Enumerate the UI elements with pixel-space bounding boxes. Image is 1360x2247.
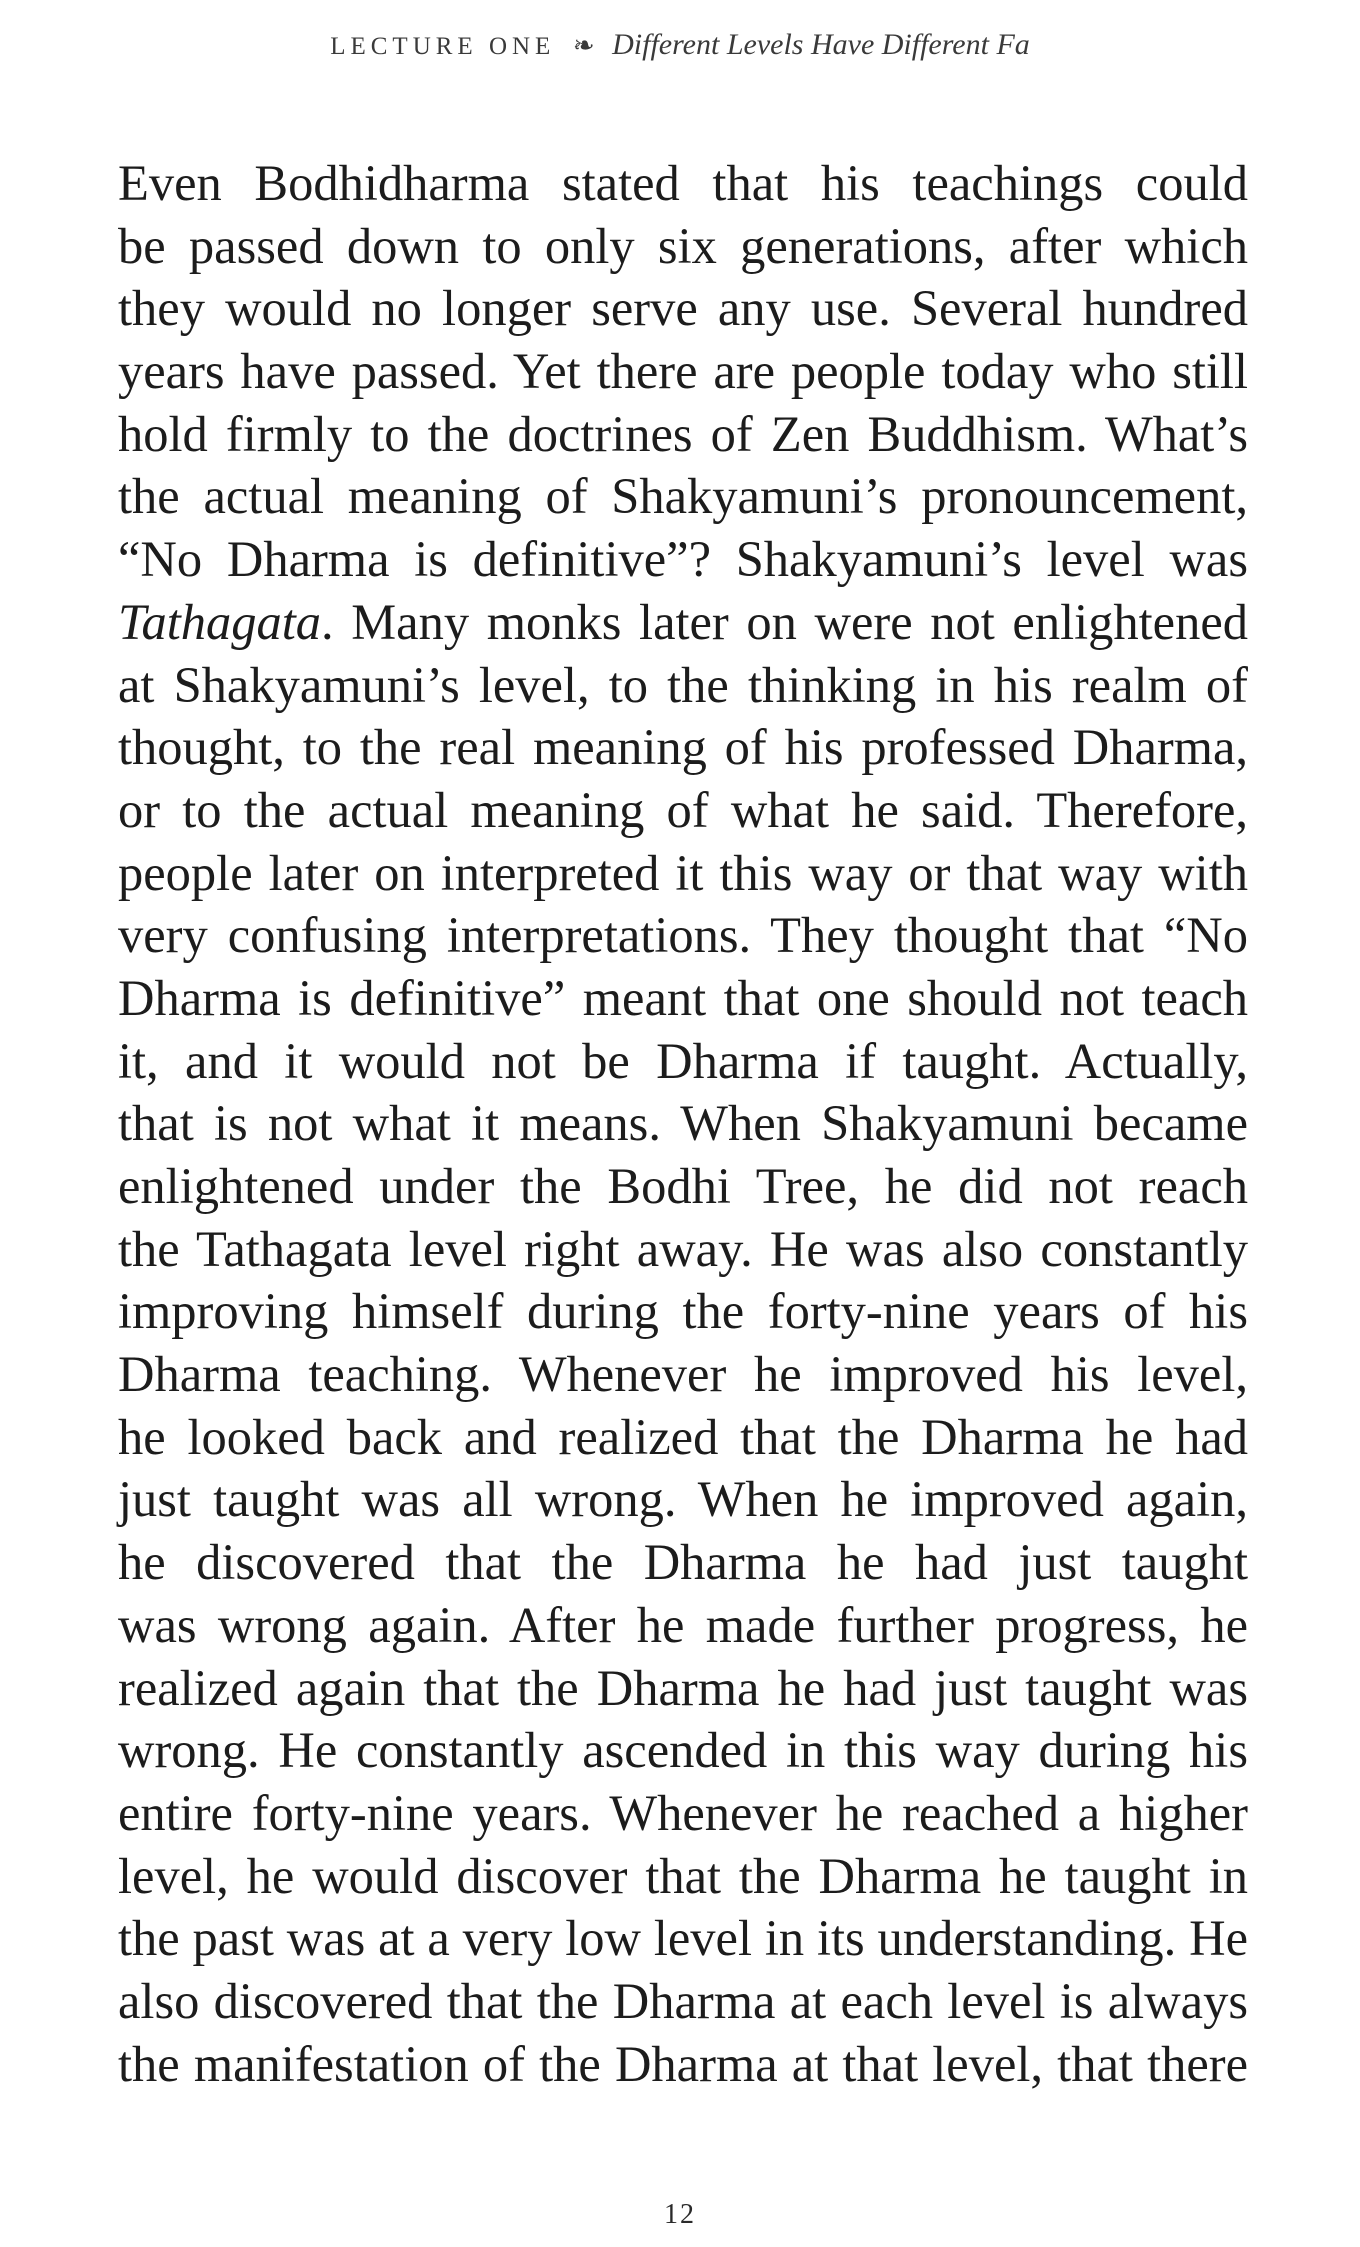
text-line: that is not what it means. When Shakyamuni became bbox=[118, 1095, 1248, 1152]
text-line: people later on interpreted it this way or that way with bbox=[118, 844, 1248, 901]
text-line: Dharma teaching. Whenever he improved his level, bbox=[118, 1346, 1248, 1403]
text-line: wrong. He constantly ascended in this way during his bbox=[118, 1722, 1248, 1779]
text-line: also discovered that the Dharma at each level is always bbox=[118, 1972, 1248, 2029]
text-line: years have passed. Yet there are people today who still bbox=[118, 343, 1248, 400]
text-line: he looked back and realized that the Dharma he had bbox=[118, 1408, 1248, 1465]
text-line: the manifestation of the Dharma at that level, that there bbox=[118, 2035, 1248, 2092]
text-line: realized again that the Dharma he had just taught was bbox=[118, 1659, 1248, 1716]
text-line: the Tathagata level right away. He was also constantly bbox=[118, 1220, 1248, 1277]
text-line: the actual meaning of Shakyamuni’s pronouncement, bbox=[118, 468, 1248, 525]
text-line: hold firmly to the doctrines of Zen Buddhism. What’s bbox=[118, 405, 1248, 462]
fleuron-icon: ❧ bbox=[572, 31, 595, 60]
text-line: just taught was all wrong. When he improved again, bbox=[118, 1471, 1248, 1528]
text-line: was wrong again. After he made further progress, he bbox=[118, 1596, 1248, 1653]
text-line: he discovered that the Dharma he had just taught bbox=[118, 1534, 1248, 1591]
text-line: at Shakyamuni’s level, to the thinking in his realm of bbox=[118, 656, 1248, 713]
text-line: very confusing interpretations. They thought that “No bbox=[118, 907, 1248, 964]
text-line: the past was at a very low level in its understanding. He bbox=[118, 1910, 1248, 1967]
text-line: it, and it would not be Dharma if taught. Actually, bbox=[118, 1032, 1248, 1089]
text-line: entire forty-nine years. Whenever he reached a higher bbox=[118, 1784, 1248, 1841]
text-line: be passed down to only six generations, after which bbox=[118, 217, 1248, 274]
text-line: or to the actual meaning of what he said. Therefore, bbox=[118, 781, 1248, 838]
text-line: thought, to the real meaning of his professed Dharma, bbox=[118, 719, 1248, 776]
italic-term: Tathagata bbox=[118, 593, 322, 650]
body-paragraph bbox=[118, 152, 1248, 2095]
text-line: Even Bodhidharma stated that his teachings could bbox=[118, 155, 1248, 211]
page-number: 12 bbox=[664, 2199, 696, 2230]
text-line: “No Dharma is definitive”? Shakyamuni’s level was bbox=[118, 531, 1248, 588]
text-line: Dharma is definitive” meant that one should not teach bbox=[118, 969, 1248, 1026]
text-line: level, he would discover that the Dharma he taught in bbox=[118, 1847, 1248, 1904]
text-line: enlightened under the Bodhi Tree, he did not reach bbox=[118, 1158, 1248, 1214]
text-line: Tathagata. Many monks later on were not enlightened bbox=[118, 593, 1248, 650]
text-line: they would no longer serve any use. Several hundred bbox=[118, 280, 1248, 337]
text-line: improving himself during the forty-nine years of his bbox=[118, 1283, 1248, 1340]
running-head-title: Different Levels Have Different Fa bbox=[612, 28, 1030, 61]
running-head bbox=[0, 28, 1360, 62]
running-head-section: LECTURE ONE bbox=[330, 33, 556, 60]
